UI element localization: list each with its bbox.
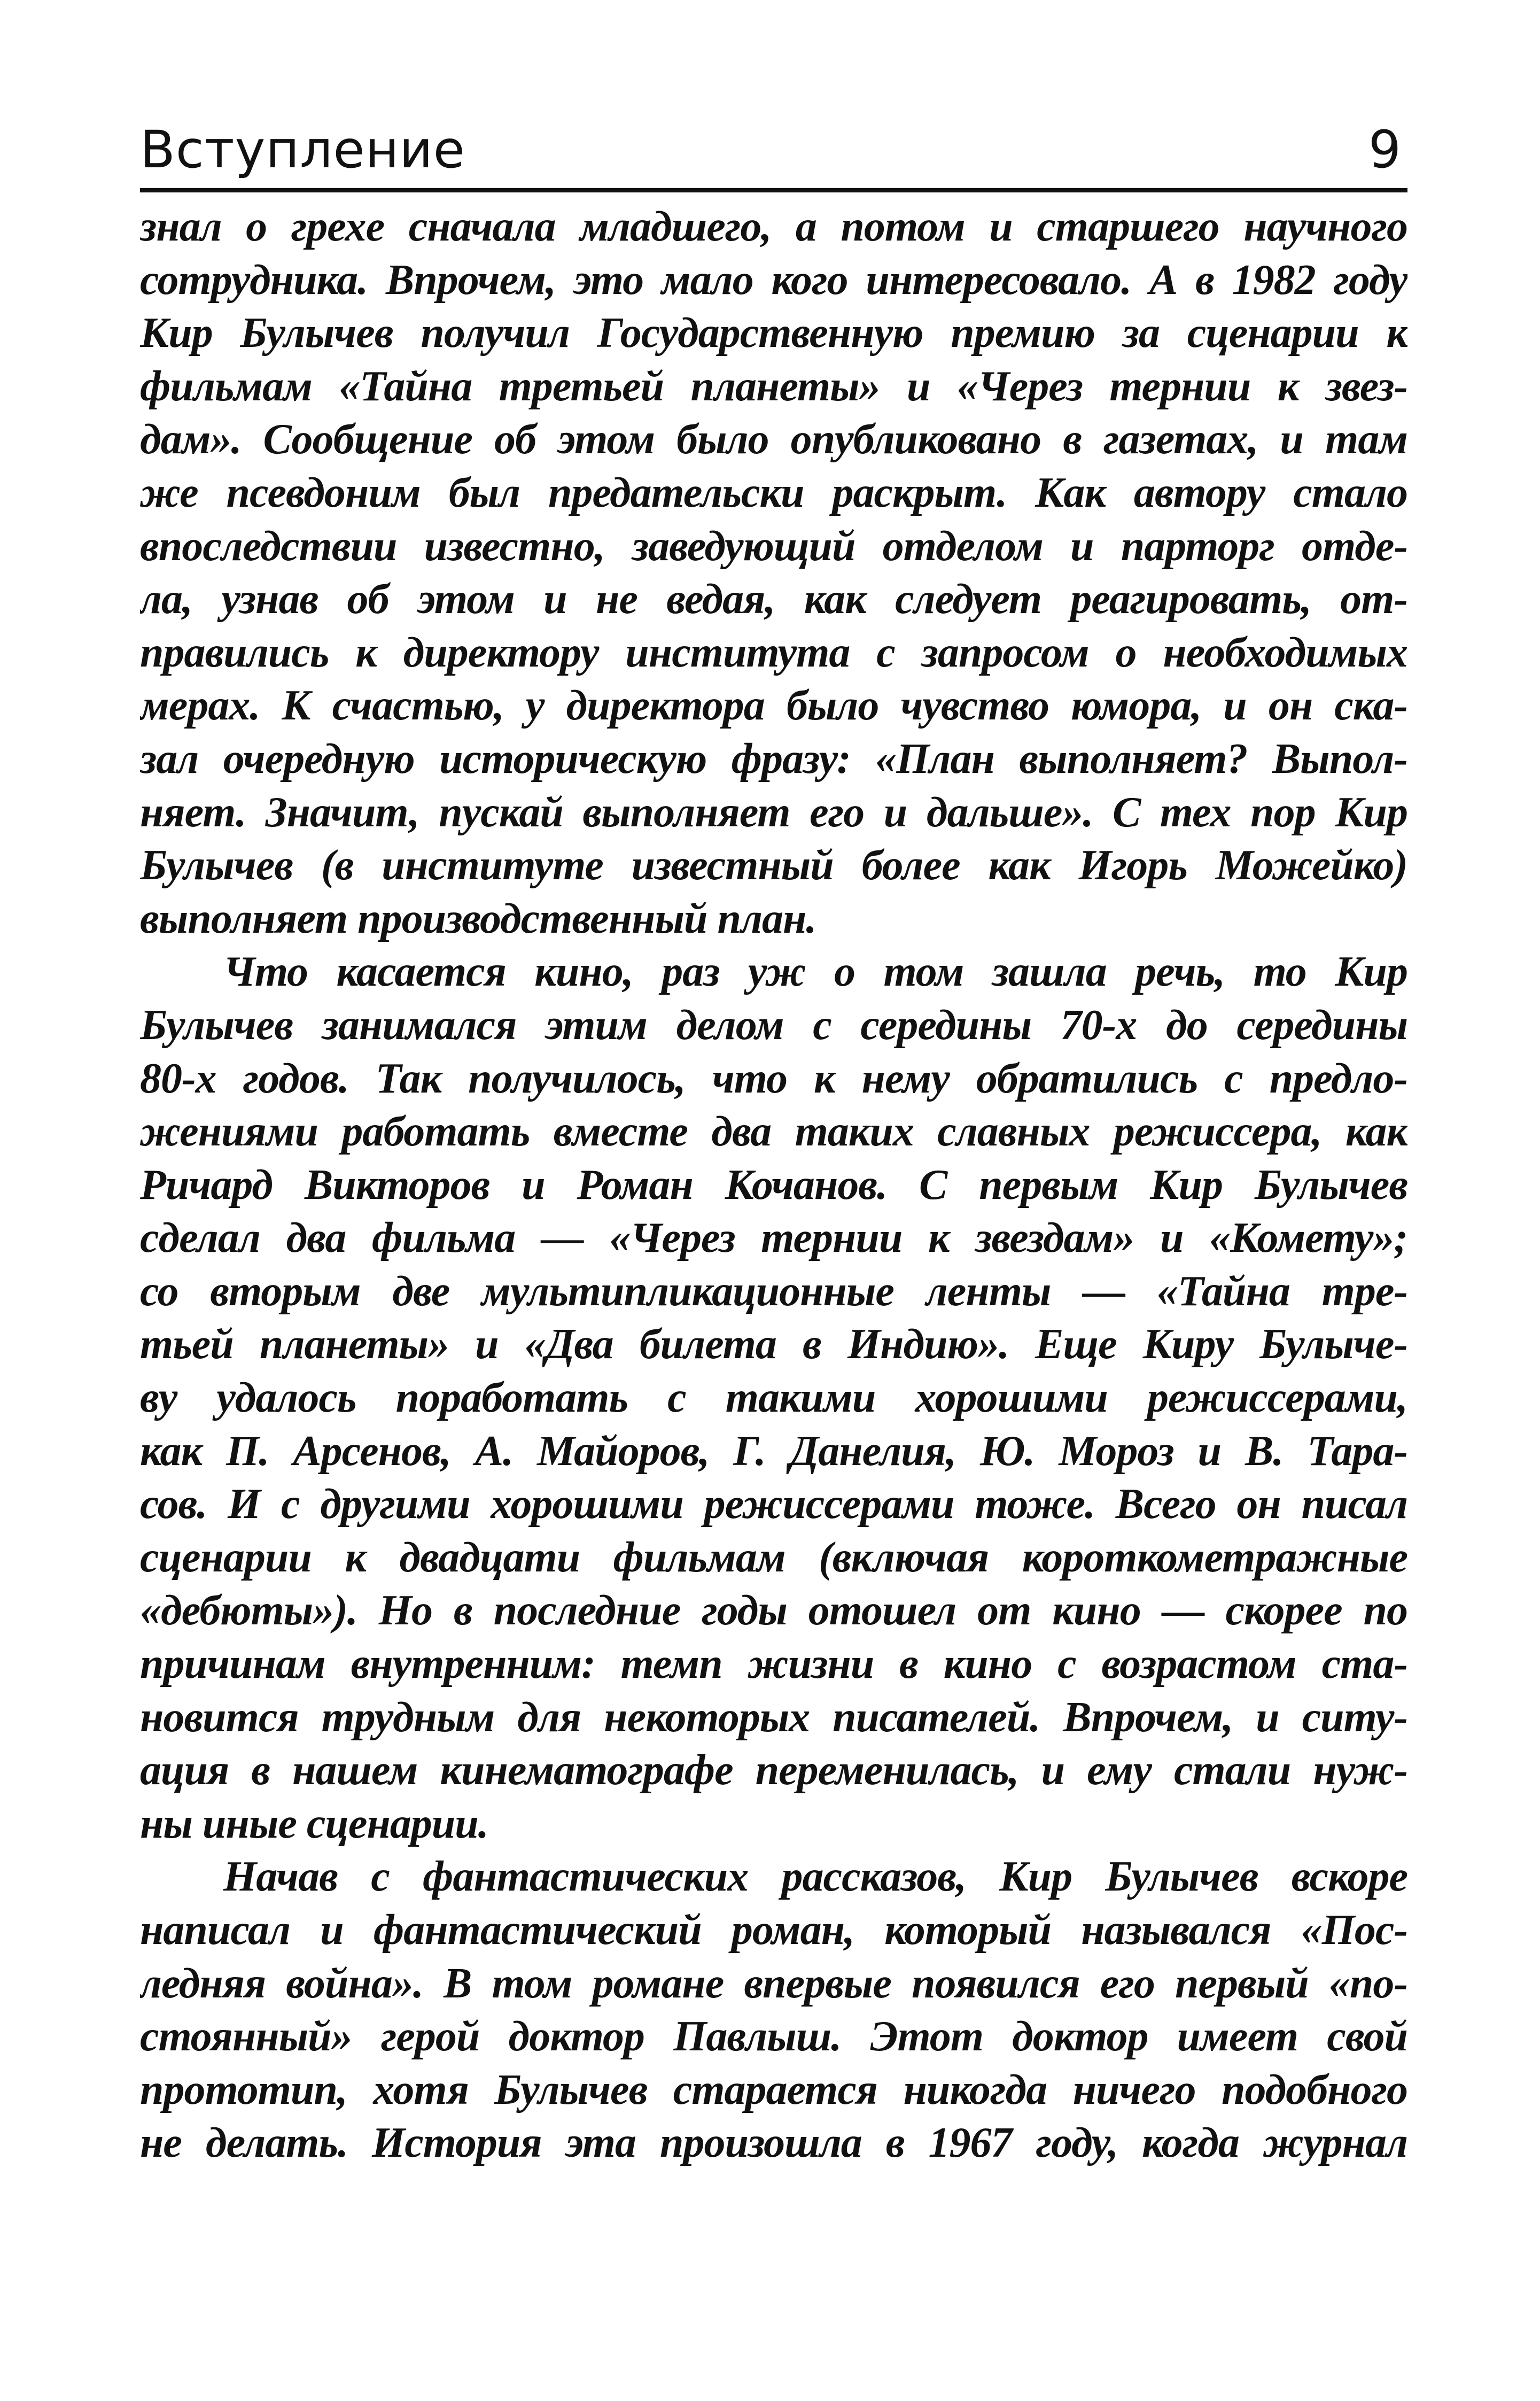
text-line: Кир Булычев получил Государственную премию за сценарии к (140, 309, 1407, 357)
text-line: няет. Значит, пускай выполняет его и дальше». С тех пор Кир (140, 788, 1407, 836)
header-rule (140, 188, 1407, 192)
text-line: новится трудным для некоторых писателей. Впрочем, и ситу- (140, 1693, 1407, 1741)
text-line: мерах. К счастью, у директора было чувство юмора, и он ска- (140, 682, 1407, 730)
text-line: Булычев (в институте известный более как Игорь Можейко) (140, 842, 1407, 889)
text-line: 80-х годов. Так получилось, что к нему обратились с предло- (140, 1055, 1407, 1102)
text-line: написал и фантастический роман, который назывался «Пос- (140, 1907, 1407, 1954)
text-line: тьей планеты» и «Два билета в Индию». Еще Киру Булыче- (140, 1321, 1407, 1368)
text-line: зал очередную историческую фразу: «План выполняет? Выпол- (140, 735, 1407, 783)
text-line: причинам внутренним: темп жизни в кино с возрастом ста- (140, 1640, 1407, 1688)
running-title: Вступление (140, 120, 465, 180)
text-line: сделал два фильма — «Через тернии к звездам» и «Комету»; (140, 1214, 1407, 1262)
text-line: ация в нашем кинематографе переменилась, и ему стали нуж- (140, 1747, 1407, 1794)
text-line: же псевдоним был предательски раскрыт. Как автору стало (140, 469, 1407, 516)
text-line: ледняя война». В том романе впервые появился его первый «по- (140, 1959, 1407, 2007)
paragraph-first-line: Начав с фантастических рассказов, Кир Булычев вскоре (223, 1853, 1407, 1901)
text-line: стоянный» герой доктор Павлыш. Этот доктор имеет свой (140, 2013, 1407, 2061)
text-line: знал о грехе сначала младшего, а потом и старшего научного (140, 203, 1407, 250)
text-line: «дебюты»). Но в последние годы отошел от кино — скорее по (140, 1587, 1407, 1635)
text-line: дам». Сообщение об этом было опубликовано в газетах, и там (140, 416, 1407, 463)
text-line: ны иные сценарии. (140, 1800, 488, 1847)
text-line: как П. Арсенов, А. Майоров, Г. Данелия, Ю. Мороз и В. Тара- (140, 1427, 1407, 1475)
text-line: сценарии к двадцати фильмам (включая короткометражные (140, 1533, 1407, 1581)
page-header (140, 110, 1407, 190)
paragraph-first-line: Что касается кино, раз уж о том зашла речь, то Кир (223, 948, 1407, 996)
text-line: ву удалось поработать с такими хорошими режиссерами, (140, 1374, 1407, 1422)
text-line: жениями работать вместе два таких славных режиссера, как (140, 1108, 1407, 1156)
text-line: фильмам «Тайна третьей планеты» и «Через тернии к звез- (140, 362, 1407, 410)
text-line: правились к директору института с запросом о необходимых (140, 629, 1407, 676)
text-line: ла, узнав об этом и не ведая, как следует реагировать, от- (140, 576, 1407, 623)
text-line: Ричард Викторов и Роман Кочанов. С первым Кир Булычев (140, 1161, 1407, 1209)
text-line: Булычев занимался этим делом с середины 70-х до середины (140, 1001, 1407, 1049)
text-line: сотрудника. Впрочем, это мало кого интересовало. А в 1982 году (140, 256, 1407, 304)
text-line: со вторым две мультипликационные ленты — «Тайна тре- (140, 1267, 1407, 1315)
text-line: прототип, хотя Булычев старается никогда ничего подобного (140, 2066, 1407, 2113)
text-line: сов. И с другими хорошими режиссерами тоже. Всего он писал (140, 1481, 1407, 1528)
text-line: не делать. История эта произошла в 1967 году, когда журнал (140, 2119, 1407, 2167)
text-body (140, 200, 1407, 2170)
page-number: 9 (1368, 120, 1401, 180)
text-line: впоследствии известно, заведующий отделом и парторг отде- (140, 522, 1407, 570)
text-line: выполняет производственный план. (140, 895, 816, 942)
